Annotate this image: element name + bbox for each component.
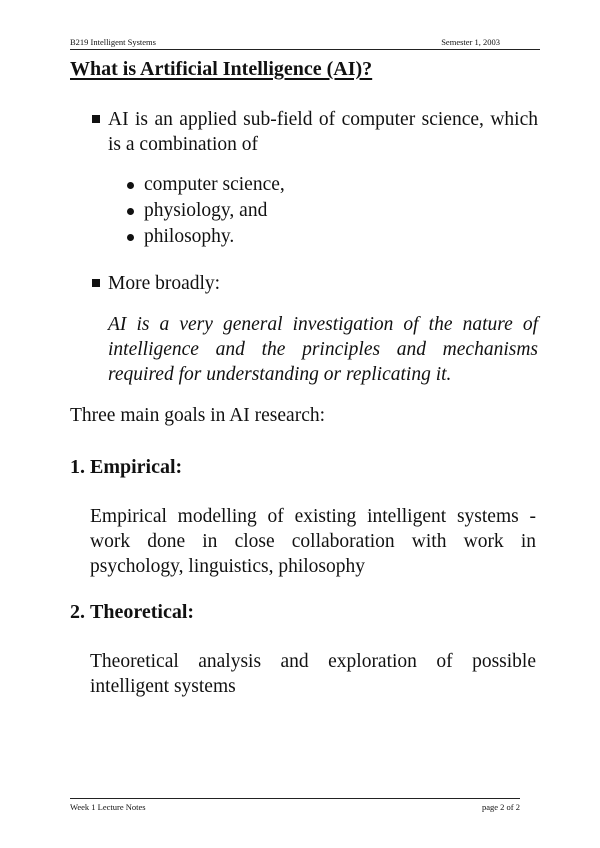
round-bullet-icon xyxy=(127,234,134,241)
square-bullet-icon xyxy=(92,115,100,123)
header-course: B219 Intelligent Systems xyxy=(70,37,156,47)
goal-title: Empirical: xyxy=(90,456,183,478)
header-semester: Semester 1, 2003 xyxy=(441,37,500,47)
goal-title: Theoretical: xyxy=(90,601,195,623)
goal-number: 2. xyxy=(70,601,85,623)
goals-intro: Three main goals in AI research: xyxy=(70,405,326,426)
goal-body-theoretical: Theoretical analysis and exploration of possible intelligent systems xyxy=(90,651,536,697)
page-footer xyxy=(70,798,520,812)
ai-definition: AI is a very general investigation of the nature of intelligence and the principles and mechanisms required for understanding or replicating it. xyxy=(108,314,538,385)
page-header xyxy=(70,37,540,50)
list-item: physiology, and xyxy=(127,198,285,224)
sub-bullet-list xyxy=(127,172,285,250)
list-item: computer science, xyxy=(127,172,285,198)
round-bullet-icon xyxy=(127,182,134,189)
list-item: philosophy. xyxy=(127,224,285,250)
bullet-point-text: AI is an applied sub-field of computer science, which is a combination of xyxy=(108,109,538,155)
bullet-point-text: More broadly: xyxy=(108,273,221,294)
square-bullet-icon xyxy=(92,279,100,287)
goal-body-empirical: Empirical modelling of existing intelligent systems - work done in close collaboration with work in psychology, linguistics, philosophy xyxy=(90,506,536,577)
round-bullet-icon xyxy=(127,208,134,215)
goal-heading-theoretical xyxy=(70,601,194,624)
footer-page-number: page 2 of 2 xyxy=(481,802,520,812)
goal-heading-empirical xyxy=(70,456,182,479)
bullet-point-2 xyxy=(92,271,538,296)
goal-number: 1. xyxy=(70,456,85,478)
footer-week: Week 1 Lecture Notes xyxy=(70,802,146,812)
page-title: What is Artificial Intelligence (AI)? xyxy=(70,58,373,80)
bullet-point-1 xyxy=(92,107,538,157)
